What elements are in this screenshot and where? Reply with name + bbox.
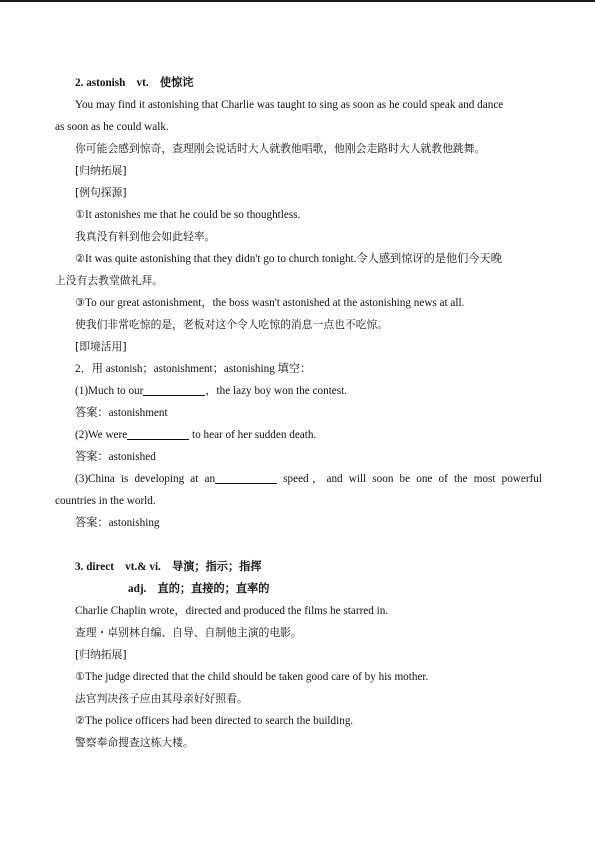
question-3-text-after: speed，and will soon be one of the most powerful [277, 473, 542, 485]
question-1-text-after: ，the lazy boy won the contest. [205, 385, 348, 397]
tag-summary: [归纳拓展] [75, 648, 127, 661]
top-border-line [0, 0, 595, 2]
example-1-cn: 法官判决孩子应由其母亲好好照看。 [75, 692, 248, 705]
question-2-text-before: (2)We were [75, 429, 128, 441]
question-3-line-2: countries in the world. [55, 495, 156, 507]
section-3-subheading: adj. 直的；直接的；直率的 [128, 583, 270, 595]
question-1-blank[interactable] [143, 383, 205, 396]
tag-practice: [即境活用] [75, 340, 127, 353]
document-page [55, 72, 542, 754]
question-3 [55, 468, 542, 490]
section-spacer [55, 534, 542, 556]
answer-2: 答案：astonished [75, 451, 156, 463]
question-3-blank[interactable] [215, 471, 277, 484]
example-1-en: ①It astonishes me that he could be so thoughtless. [75, 209, 301, 221]
section-3-heading: 3. direct vt.& vi. 导演；指示；指挥 [75, 561, 262, 573]
example-sentence-en-cont: as soon as he could walk. [55, 121, 169, 133]
example-sentence-cn: 你可能会感到惊奇，查理刚会说话时大人就教他唱歌，他刚会走路时大人就教他跳舞。 [75, 142, 486, 155]
example-2-line-2: 上没有去教堂做礼拜。 [55, 274, 163, 287]
example-3-en: ③To our great astonishment，the boss wasn't astonished at the astonishing news at all. [75, 297, 465, 309]
answer-3: 答案：astonishing [75, 517, 160, 529]
question-1 [55, 380, 542, 402]
tag-examples: [例句探源] [75, 186, 127, 199]
example-2-line-1: ②It was quite astonishing that they didn't go to church tonight.令人感到惊讶的是他们今天晚 [75, 253, 502, 265]
example-sentence-cn: 查理・卓别林自编、自导、自制他主演的电影。 [75, 626, 302, 639]
section-2-heading: 2. astonish vt. 使惊诧 [75, 77, 194, 89]
question-2 [55, 424, 542, 446]
tag-summary: [归纳拓展] [75, 164, 127, 177]
example-sentence-en: You may find it astonishing that Charlie was taught to sing as soon as he could speak and dance [75, 99, 504, 111]
question-1-text-before: (1)Much to our [75, 385, 144, 397]
example-2-cn: 警察奉命搜查这栋大楼。 [75, 736, 194, 749]
question-2-blank[interactable] [127, 427, 189, 440]
example-1-en: ①The judge directed that the child should be taken good care of by his mother. [75, 671, 429, 683]
question-2-text-after: to hear of her sudden death. [189, 429, 317, 441]
example-sentence-en: Charlie Chaplin wrote，directed and produced the films he starred in. [75, 605, 389, 617]
question-3-text-before: (3)China is developing at an [75, 473, 216, 485]
practice-title: 2．用 astonish；astonishment；astonishing 填空： [75, 363, 312, 375]
example-3-cn: 使我们非常吃惊的是，老板对这个令人吃惊的消息一点也不吃惊。 [75, 318, 389, 331]
example-1-cn: 我真没有料到他会如此轻率。 [75, 230, 216, 243]
example-2-en: ②The police officers had been directed to search the building. [75, 715, 354, 727]
answer-1: 答案：astonishment [75, 407, 168, 419]
